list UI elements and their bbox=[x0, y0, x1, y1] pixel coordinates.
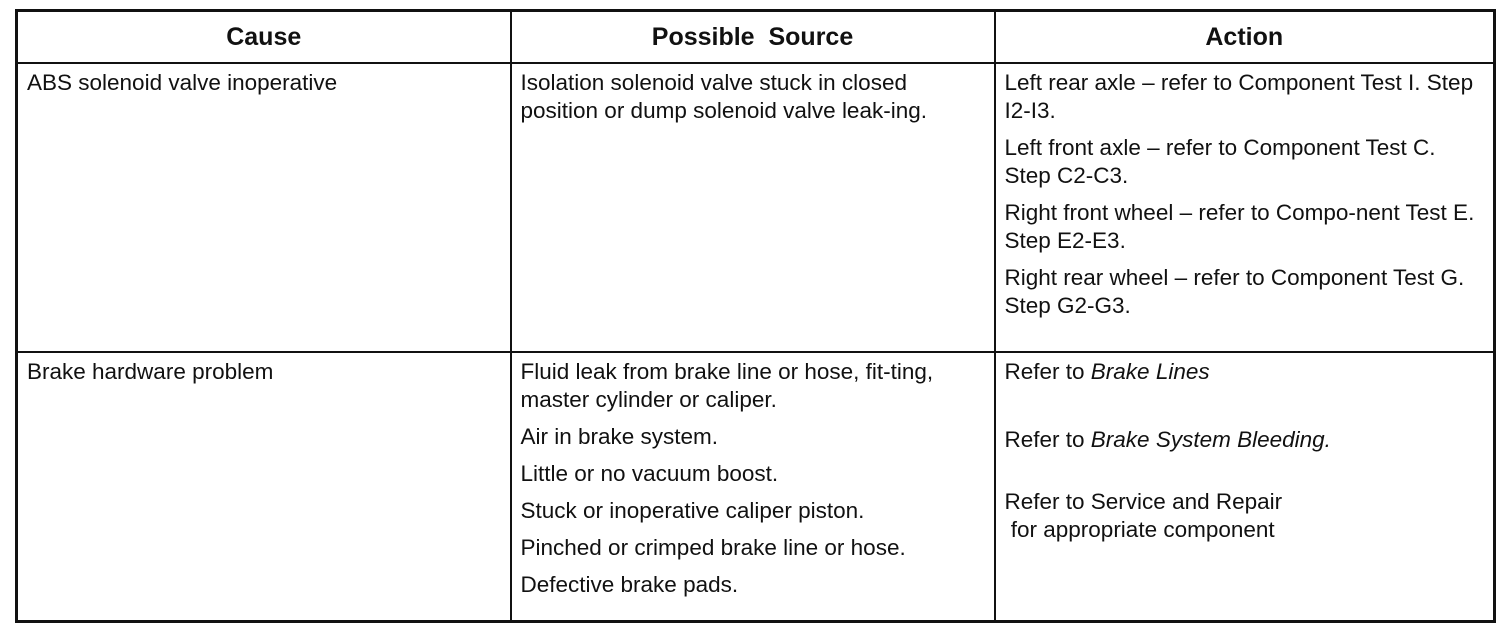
action-item: Left front axle – refer to Component Test C. Step C2-C3. bbox=[1004, 135, 1436, 188]
cause-text: ABS solenoid valve inoperative bbox=[27, 70, 338, 95]
source-cell bbox=[511, 352, 995, 622]
cause-cell bbox=[17, 352, 511, 622]
action-prefix: Refer to bbox=[1004, 359, 1091, 384]
action-item: Right rear wheel – refer to Component Test G. Step G2-G3. bbox=[1004, 265, 1465, 318]
header-possible-source: Possible Source bbox=[511, 11, 995, 64]
header-cause: Cause bbox=[17, 11, 511, 64]
action-line: for appropriate component bbox=[1004, 517, 1275, 542]
action-item-bleeding bbox=[1005, 426, 1486, 454]
source-item: Air in brake system. bbox=[520, 424, 719, 449]
action-item: Left rear axle – refer to Component Test I. Step I2-I3. bbox=[1004, 70, 1474, 123]
source-item: Stuck or inoperative caliper piston. bbox=[520, 498, 865, 523]
source-item: Pinched or crimped brake line or hose. bbox=[520, 535, 906, 560]
source-cell bbox=[511, 63, 995, 352]
source-item: Little or no vacuum boost. bbox=[520, 461, 779, 486]
action-reference: Brake System Bleeding. bbox=[1090, 427, 1331, 452]
action-line: Refer to Service and Repair bbox=[1004, 489, 1283, 514]
action-reference: Brake Lines bbox=[1090, 359, 1210, 384]
action-item-service-repair bbox=[1005, 488, 1486, 544]
action-item: Right front wheel – refer to Compo-nent Test E. Step E2-E3. bbox=[1004, 200, 1475, 253]
source-item: Isolation solenoid valve stuck in closed position or dump solenoid valve leak-ing. bbox=[520, 70, 927, 123]
diagnosis-table bbox=[15, 9, 1496, 623]
cause-cell bbox=[17, 63, 511, 352]
action-item-brake-lines bbox=[1005, 358, 1486, 386]
action-prefix: Refer to bbox=[1004, 427, 1091, 452]
source-item: Defective brake pads. bbox=[520, 572, 739, 597]
action-cell bbox=[995, 352, 1495, 622]
table-row bbox=[17, 63, 1495, 352]
header-row bbox=[17, 11, 1495, 64]
action-cell bbox=[995, 63, 1495, 352]
cause-text: Brake hardware problem bbox=[27, 359, 274, 384]
header-action: Action bbox=[995, 11, 1495, 64]
source-item: Fluid leak from brake line or hose, fit-ting, master cylinder or caliper. bbox=[520, 359, 934, 412]
table-row bbox=[17, 352, 1495, 622]
